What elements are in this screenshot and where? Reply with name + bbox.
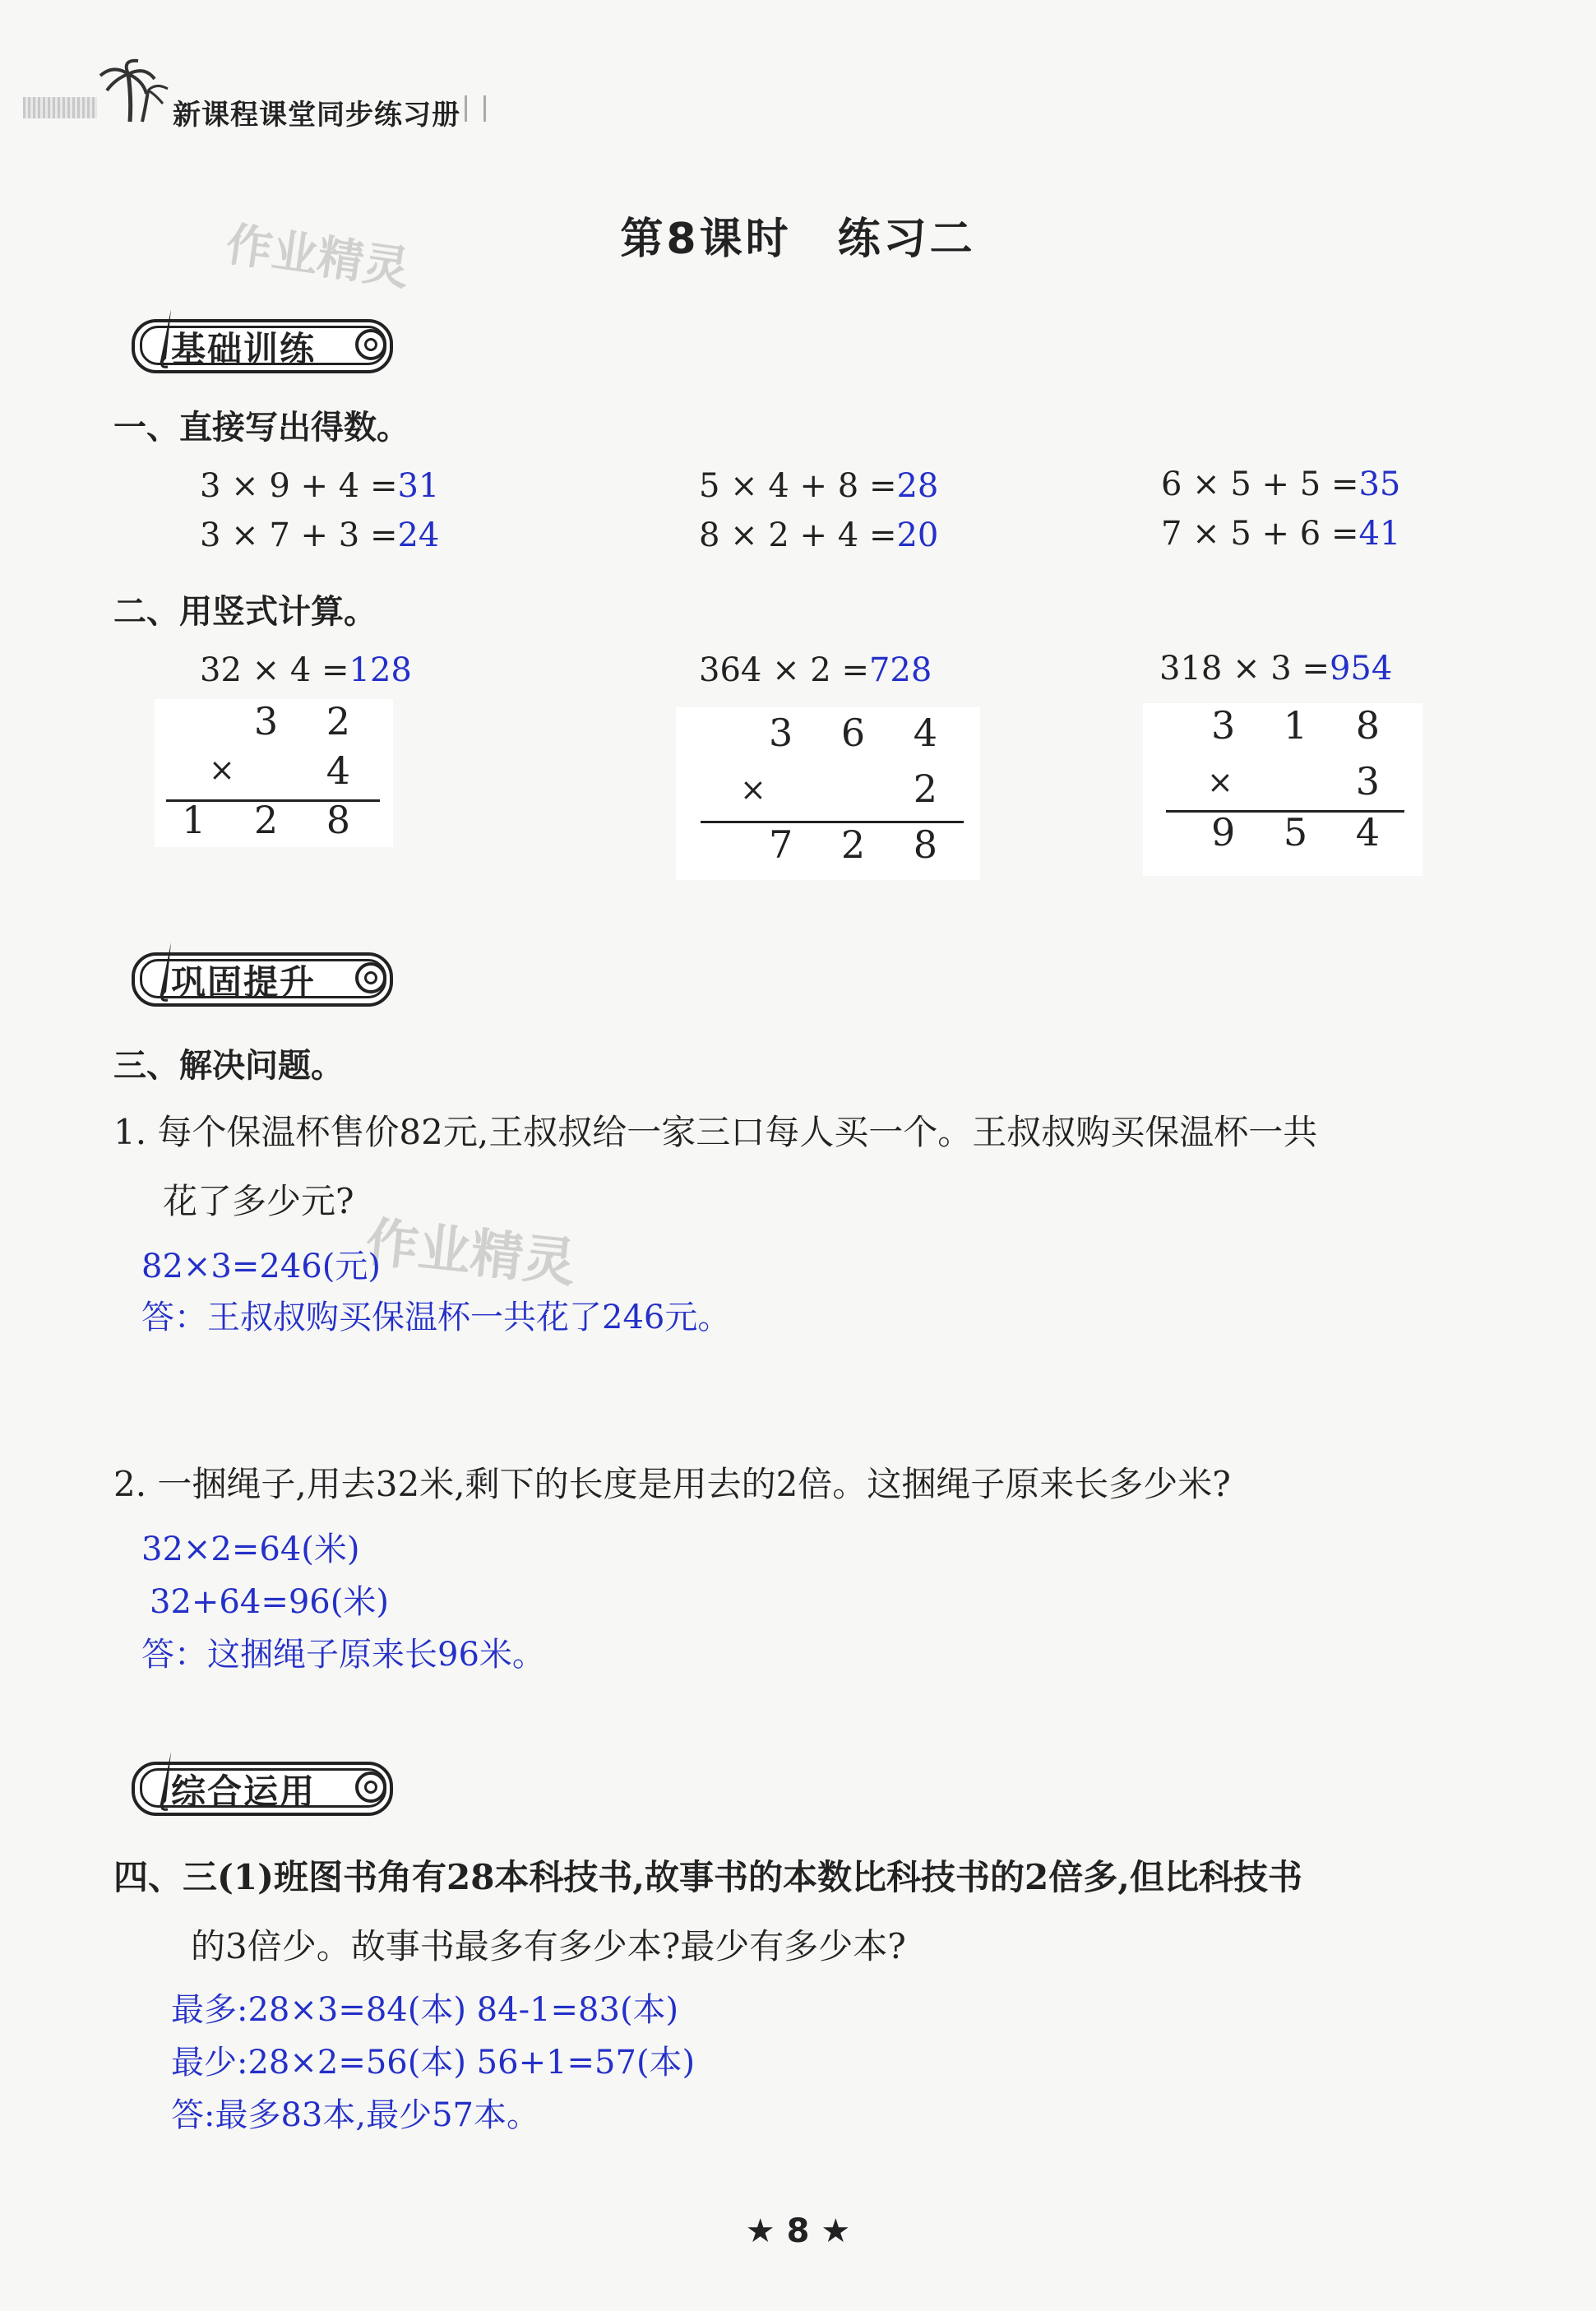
answer-line: 答:最多83本,最少57本。 bbox=[171, 2096, 539, 2134]
answer-line: 答：这捆绳子原来长96米。 bbox=[141, 1636, 545, 1674]
ring-icon bbox=[355, 962, 386, 993]
equation-answer: 24 bbox=[397, 516, 440, 554]
watermark: 作业精灵 bbox=[363, 1211, 579, 1295]
equation-answer: 20 bbox=[896, 516, 939, 554]
question-heading: 二、用竖式计算。 bbox=[113, 593, 377, 631]
times-sign: × bbox=[209, 752, 253, 788]
vertical-calculation bbox=[1143, 703, 1423, 876]
product: 7 2 8 bbox=[768, 822, 955, 867]
page-number: ★ 8 ★ bbox=[745, 2212, 851, 2250]
equation-answer: 28 bbox=[896, 467, 939, 505]
equation-answer: 128 bbox=[349, 651, 412, 689]
multiplicand: 3 6 4 bbox=[768, 711, 955, 755]
equation: 3 × 7 + 3 =24 bbox=[200, 516, 440, 554]
header-decoration-bar bbox=[23, 97, 97, 118]
palm-tree-icon bbox=[97, 58, 171, 123]
problem-text: 的3倍少。故事书最多有多少本?最少有多少本? bbox=[191, 1926, 906, 1966]
problem-text: 1. 每个保温杯售价82元,王叔叔给一家三口每人买一个。王叔叔购买保温杯一共 bbox=[113, 1112, 1318, 1152]
problem-text: 四、三(1)班图书角有28本科技书,故事书的本数比科技书的2倍多,但比科技书 bbox=[113, 1857, 1302, 1897]
section-title: 综合运用 bbox=[171, 1771, 317, 1812]
answer-line: 最多:28×3=84(本) 84-1=83(本) bbox=[171, 1991, 679, 2029]
answer-line: 最少:28×2=56(本) 56+1=57(本) bbox=[171, 2044, 696, 2082]
header-decoration-marks bbox=[465, 95, 486, 122]
equation: 32 × 4 =128 bbox=[200, 651, 412, 689]
question-heading: 三、解决问题。 bbox=[113, 1047, 344, 1085]
times-sign: × bbox=[1207, 764, 1251, 800]
equation: 6 × 5 + 5 =35 bbox=[1161, 465, 1401, 503]
equation: 5 × 4 + 8 =28 bbox=[699, 467, 939, 505]
multiplicand: 3 2 bbox=[253, 699, 368, 743]
equation-answer: 35 bbox=[1358, 465, 1401, 503]
section-badge-consolidate bbox=[115, 944, 399, 1002]
equation: 7 × 5 + 6 =41 bbox=[1161, 515, 1401, 553]
multiplicand: 3 1 8 bbox=[1210, 703, 1398, 748]
multiplier: 3 bbox=[1355, 759, 1398, 804]
equation-answer: 728 bbox=[868, 651, 932, 689]
section-badge-basic bbox=[115, 311, 399, 368]
ring-icon bbox=[355, 329, 386, 360]
answer-line: 32×2=64(米) bbox=[141, 1531, 360, 1568]
equation: 364 × 2 =728 bbox=[699, 651, 932, 689]
equation-answer: 954 bbox=[1329, 650, 1393, 688]
equation: 8 × 2 + 4 =20 bbox=[699, 516, 939, 554]
lesson-title: 第8课时 练习二 bbox=[620, 215, 976, 264]
section-title: 巩固提升 bbox=[171, 962, 317, 1003]
multiplier: 4 bbox=[326, 748, 368, 793]
equation-answer: 31 bbox=[397, 467, 440, 505]
book-title: 新课程课堂同步练习册 bbox=[173, 99, 460, 132]
product: 1 2 8 bbox=[181, 798, 368, 842]
problem-text: 2. 一捆绳子,用去32米,剩下的长度是用去的2倍。这捆绳子原来长多少米? bbox=[113, 1464, 1231, 1504]
times-sign: × bbox=[740, 771, 784, 808]
product: 9 5 4 bbox=[1210, 810, 1398, 854]
ring-icon bbox=[355, 1771, 386, 1803]
watermark: 作业精灵 bbox=[222, 217, 413, 297]
vertical-calculation bbox=[676, 707, 980, 880]
multiplier: 2 bbox=[913, 766, 955, 811]
section-title: 基础训练 bbox=[171, 329, 317, 369]
answer-line: 32+64=96(米) bbox=[150, 1583, 389, 1621]
section-badge-comprehensive bbox=[115, 1753, 399, 1811]
equation-answer: 41 bbox=[1358, 515, 1401, 553]
answer-line: 答：王叔叔购买保温杯一共花了246元。 bbox=[141, 1299, 731, 1336]
equation: 318 × 3 =954 bbox=[1159, 650, 1393, 688]
question-heading: 一、直接写出得数。 bbox=[113, 409, 409, 447]
equation: 3 × 9 + 4 =31 bbox=[200, 467, 440, 505]
vertical-calculation bbox=[155, 699, 393, 847]
answer-line: 82×3=246(元) bbox=[141, 1248, 381, 1285]
problem-text: 花了多少元? bbox=[163, 1181, 354, 1221]
